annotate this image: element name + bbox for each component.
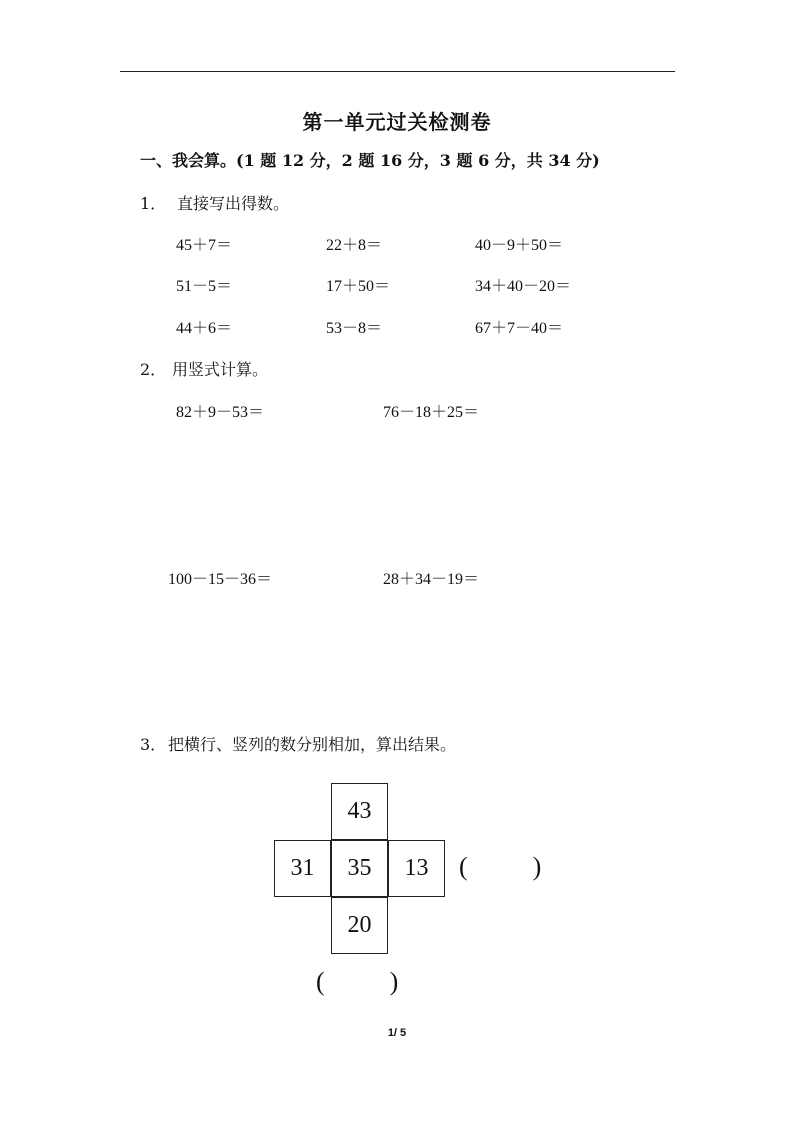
q1-expression: 45＋7＝: [176, 237, 233, 254]
row-answer-blank[interactable]: ( ): [459, 852, 542, 881]
cross-cell-right: 13: [388, 840, 445, 897]
column-answer-blank[interactable]: ( ): [316, 967, 399, 996]
q1-number: 1．: [140, 194, 167, 213]
page-title: 第一单元过关检测卷: [302, 110, 492, 134]
q1-expression: 17＋50＝: [326, 278, 391, 295]
q2-problem: 100－15－36＝: [168, 571, 273, 588]
q1-expression: 53－8＝: [326, 320, 383, 337]
q1-expression: 22＋8＝: [326, 237, 383, 254]
q1-expression: 67＋7－40＝: [475, 320, 564, 337]
q2-problem: 82＋9－53＝: [176, 404, 265, 421]
q2-number: 2．: [140, 360, 167, 379]
cross-cell-top: 43: [331, 783, 388, 840]
q1-expression: 34＋40－20＝: [475, 278, 572, 295]
q1-expression: 40－9＋50＝: [475, 237, 564, 254]
q1-expression: 44＋6＝: [176, 320, 233, 337]
q2-prompt: 用竖式计算。: [172, 360, 269, 379]
q1-expression: 51－5＝: [176, 278, 233, 295]
top-rule: [120, 71, 675, 72]
q2-problem: 76－18＋25＝: [383, 404, 480, 421]
cross-cell-bottom: 20: [331, 897, 388, 954]
q3-prompt: 把横行、竖列的数分别相加，算出结果。: [168, 735, 457, 754]
q2-problem: 28＋34－19＝: [383, 571, 480, 588]
cross-cell-left: 31: [274, 840, 331, 897]
page-number: 1/ 5: [387, 1027, 407, 1039]
q1-prompt: 直接写出得数。: [177, 194, 290, 213]
section-heading: 一、我会算。(1 题 12 分，2 题 16 分，3 题 6 分，共 34 分): [140, 151, 600, 170]
cross-cell-center: 35: [331, 840, 388, 897]
q3-number: 3．: [140, 735, 167, 754]
